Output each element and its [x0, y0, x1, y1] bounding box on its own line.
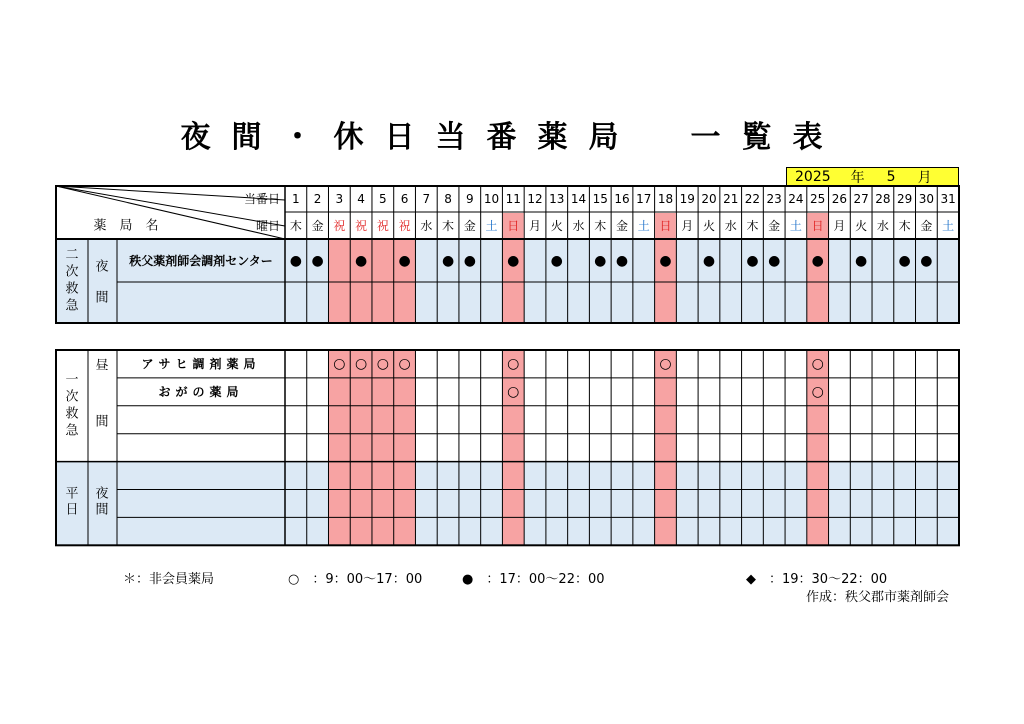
legend-dot: ● ：17：00～22：00 [462, 572, 605, 587]
duty-mark: ● [659, 253, 672, 269]
weekday-label: 祝 [398, 219, 411, 233]
year-value: 2025 [795, 168, 831, 185]
weekday-column-fill [437, 239, 459, 323]
weekday-label: 金 [311, 219, 324, 233]
primary-pharmacy-name: おがの薬局 [158, 384, 244, 399]
primary-category-label: 救 [65, 406, 79, 422]
weekday-label: 水 [876, 219, 889, 233]
weekday-column-fill [307, 239, 329, 323]
duty-mark: ● [354, 253, 368, 269]
weekday-label: 火 [702, 219, 715, 233]
weekday-label: 木 [898, 219, 911, 233]
weekday-label: 水 [420, 219, 433, 233]
duty-mark: ○ [376, 355, 389, 372]
day-number: 11 [505, 192, 521, 206]
secondary-category-label: 救 [65, 281, 79, 297]
month-label: 月 [917, 169, 932, 186]
primary-pharmacy-name: アサヒ調剤薬局 [141, 356, 261, 371]
day-number: 5 [379, 192, 387, 206]
weekday-column-fill [742, 239, 764, 323]
duty-mark: ○ [507, 355, 520, 372]
weekday-column-fill [720, 239, 742, 323]
weekday-night-label: 夜 [95, 486, 109, 502]
page-title: 夜間・休日当番薬局 一覧表 [180, 120, 844, 155]
weekday-column-fill [894, 239, 916, 323]
weekday-column-fill [459, 239, 481, 323]
secondary-category-label: 次 [65, 264, 79, 280]
holiday-column-fill [372, 350, 394, 545]
weekday-column-fill [546, 239, 568, 323]
day-number: 14 [570, 192, 587, 206]
weekday-label: 木 [442, 219, 455, 233]
youbi-label: 曜日 [255, 219, 281, 233]
duty-mark: ● [289, 253, 302, 269]
day-number: 26 [831, 192, 848, 206]
secondary-time-label: 間 [95, 290, 109, 306]
weekday-label: 祝 [355, 219, 368, 233]
weekday-column-fill [763, 239, 785, 323]
primary-daytime-label: 昼 [95, 358, 109, 374]
weekday-label-vertical: 平 [65, 486, 79, 502]
weekday-label: 土 [942, 219, 955, 233]
holiday-column-fill [807, 350, 829, 545]
holiday-column-fill [394, 350, 416, 545]
holiday-column-fill [350, 350, 372, 545]
day-number: 20 [701, 192, 717, 206]
primary-category-label: 急 [65, 423, 79, 439]
weekday-column-fill [850, 239, 872, 323]
weekday-label: 金 [463, 219, 476, 233]
holiday-column-fill [394, 239, 416, 323]
holiday-column-fill [502, 239, 524, 323]
weekday-column-fill [611, 239, 633, 323]
duty-mark: ● [441, 253, 455, 269]
day-number: 13 [549, 192, 565, 206]
weekday-column-fill [916, 239, 938, 323]
day-number: 2 [313, 192, 322, 206]
day-number: 25 [810, 192, 826, 206]
day-number: 19 [679, 192, 695, 206]
secondary-category-label: 二 [65, 247, 79, 263]
duty-mark: ● [768, 253, 781, 269]
day-number: 3 [335, 192, 344, 206]
weekday-label: 金 [768, 219, 781, 233]
duty-mark: ○ [354, 355, 368, 372]
holiday-column-fill [328, 239, 350, 323]
weekday-label: 水 [572, 219, 585, 233]
author-credit: 作成：秩父郡市薬剤師会 [806, 590, 950, 605]
holiday-column-fill [350, 239, 372, 323]
secondary-bg [56, 239, 285, 323]
weekday-label: 土 [789, 219, 802, 233]
toban-label: 当番日 [243, 192, 281, 206]
day-number: 15 [592, 192, 608, 206]
weekday-label: 土 [637, 219, 650, 233]
holiday-column-fill [655, 350, 677, 545]
duty-mark: ○ [333, 355, 346, 372]
month-value: 5 [886, 168, 896, 185]
duty-mark: ○ [811, 355, 824, 372]
weekday-label: 月 [833, 219, 846, 233]
primary-category-label: 次 [65, 389, 79, 405]
day-number: 9 [465, 192, 474, 206]
weekday-label: 火 [550, 219, 563, 233]
duty-mark: ● [550, 253, 563, 269]
day-number: 23 [766, 192, 782, 206]
weekday-label: 金 [920, 219, 933, 233]
weekday-column-fill [524, 239, 546, 323]
year-label: 年 [850, 169, 865, 186]
holiday-column-fill [655, 239, 677, 323]
duty-mark: ● [855, 253, 868, 269]
weekday-label-vertical: 日 [65, 502, 79, 518]
weekday-column-fill [633, 239, 655, 323]
duty-mark: ● [594, 253, 607, 269]
weekday-label: 土 [485, 219, 498, 233]
day-number: 8 [444, 192, 452, 206]
legend-non-member: ＊：非会員薬局 [123, 572, 215, 587]
weekday-label: 水 [724, 219, 737, 233]
legend-diamond: ◆ ：19：30～22：00 [746, 572, 888, 587]
day-number: 31 [940, 192, 956, 206]
day-number: 18 [657, 192, 674, 206]
day-number: 12 [527, 192, 543, 206]
day-number: 27 [853, 192, 869, 206]
secondary-category-label: 急 [65, 298, 79, 314]
duty-mark: ○ [659, 355, 672, 372]
day-number: 4 [357, 192, 365, 206]
day-number: 10 [483, 192, 500, 206]
day-number: 24 [788, 192, 804, 206]
weekday-label: 木 [594, 219, 607, 233]
weekday-column-fill [698, 239, 720, 323]
duty-mark: ● [898, 253, 911, 269]
weekday-column-fill [481, 239, 503, 323]
weekday-label: 月 [681, 219, 694, 233]
pharmacy-name-label: 薬 局 名 [93, 218, 159, 234]
secondary-time-label: 夜 [95, 259, 109, 275]
weekday-label: 火 [855, 219, 868, 233]
duty-mark: ● [811, 253, 824, 269]
day-number: 29 [897, 192, 913, 206]
weekday-label: 祝 [333, 219, 346, 233]
weekday-column-fill [829, 239, 851, 323]
secondary-pharmacy-name: 秩父薬剤師会調剤センター [129, 254, 273, 268]
weekday-column-fill [285, 239, 307, 323]
day-number: 22 [744, 192, 761, 206]
duty-mark: ● [311, 253, 324, 269]
duty-mark: ● [507, 253, 520, 269]
holiday-column-fill [502, 350, 524, 545]
weekday-label: 月 [529, 219, 542, 233]
weekday-column-fill [785, 239, 807, 323]
legend-circle: ○ ：9：00～17：00 [288, 572, 423, 587]
primary-daytime-label: 間 [95, 414, 109, 430]
holiday-column-fill [328, 350, 350, 545]
holiday-column-fill [372, 239, 394, 323]
day-number: 16 [614, 192, 630, 206]
weekday-column-fill [415, 239, 437, 323]
duty-mark: ○ [507, 383, 520, 400]
primary-category-label: 一 [65, 372, 79, 388]
duty-mark: ● [615, 253, 629, 269]
weekday-night-label: 間 [95, 502, 109, 518]
duty-mark: ● [398, 253, 411, 269]
duty-mark: ○ [811, 383, 824, 400]
duty-mark: ○ [398, 355, 411, 372]
day-number: 30 [918, 192, 935, 206]
weekday-column-fill [676, 239, 698, 323]
day-number: 6 [400, 192, 409, 206]
weekday-column-fill [872, 239, 894, 323]
weekday-label: 木 [289, 219, 302, 233]
weekday-label: 日 [659, 219, 672, 233]
weekday-label: 祝 [376, 219, 389, 233]
duty-mark: ● [920, 253, 933, 269]
day-number: 7 [422, 192, 431, 206]
weekday-column-fill [568, 239, 590, 323]
weekday-label: 金 [615, 219, 629, 233]
day-number: 1 [292, 192, 300, 206]
day-number: 17 [636, 192, 652, 206]
duty-mark: ● [463, 253, 476, 269]
weekday-label: 日 [811, 219, 824, 233]
day-number: 28 [875, 192, 891, 206]
weekday-label: 日 [507, 219, 520, 233]
day-number: 21 [723, 192, 739, 206]
weekday-column-fill [937, 239, 959, 323]
weekday-label: 木 [746, 219, 759, 233]
weekday-column-fill [589, 239, 611, 323]
holiday-column-fill [807, 239, 829, 323]
duty-mark: ● [746, 253, 759, 269]
duty-mark: ● [702, 253, 716, 269]
